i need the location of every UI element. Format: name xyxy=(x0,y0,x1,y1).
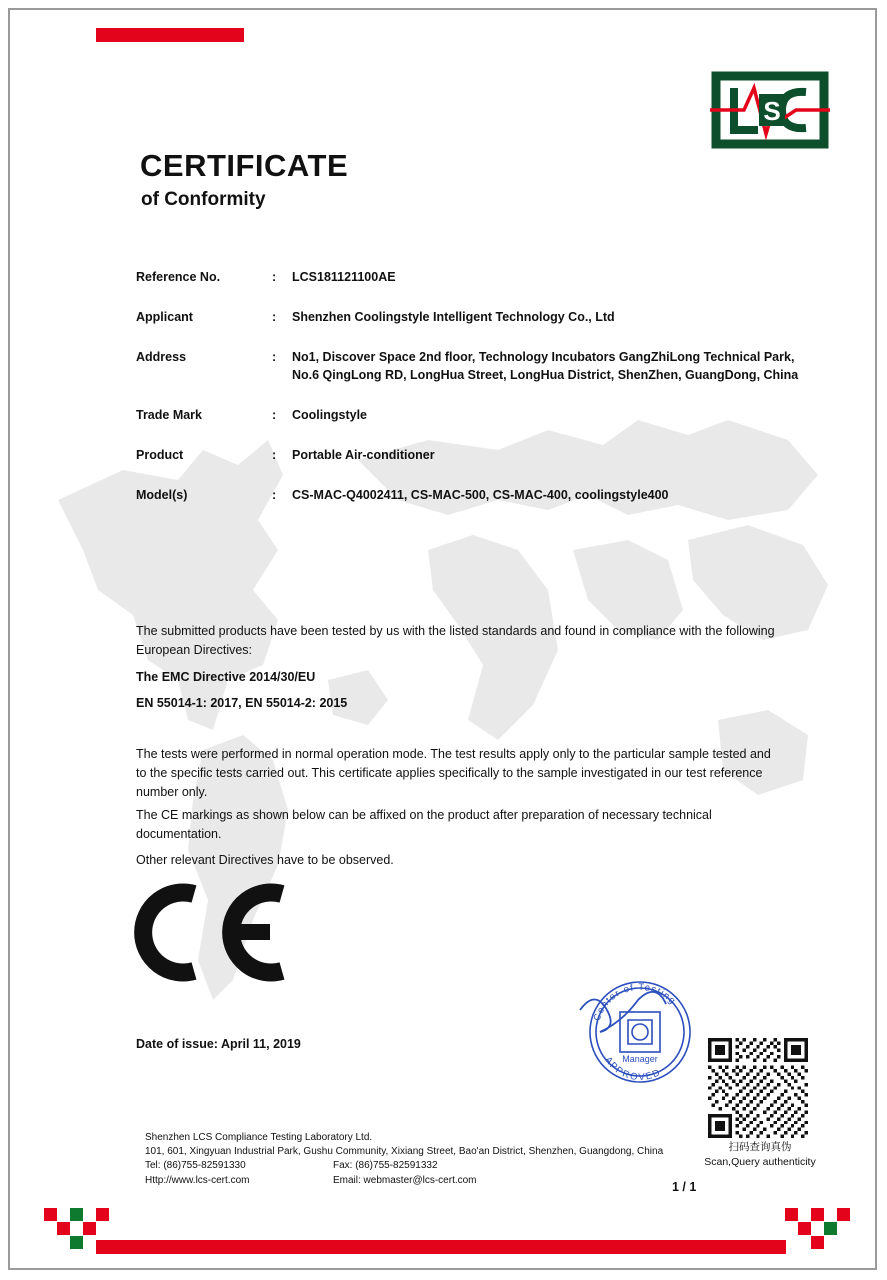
field-row-reference-no xyxy=(136,268,816,287)
field-value: Shenzhen Coolingstyle Intelligent Technology Co., Ltd xyxy=(292,309,615,324)
field-value: Coolingstyle xyxy=(292,408,368,422)
footer-fax: Fax: (86)755-82591332 xyxy=(333,1160,438,1172)
directive-line: The EMC Directive 2014/30/EU xyxy=(136,670,316,684)
decor-square xyxy=(70,1236,83,1249)
ce-mark-icon xyxy=(132,880,292,985)
field-value: No1, Discover Space 2nd floor, Technology Incubators GangZhiLong Technical Park, No.6 QingLong RD, LongHua Street, LongHua District, ShenZhen, GuangDong, China xyxy=(292,349,799,383)
bottom-red-bar xyxy=(96,1240,786,1254)
footer-contact-right xyxy=(333,1159,477,1187)
field-label: Reference No. xyxy=(136,270,221,284)
other-directives-paragraph: Other relevant Directives have to be observed. xyxy=(136,853,394,867)
field-colon: : xyxy=(272,270,277,284)
field-row-applicant xyxy=(136,308,816,327)
approval-stamp xyxy=(560,970,720,1090)
field-label: Model(s) xyxy=(136,487,188,502)
footer-website[interactable]: Http://www.lcs-cert.com xyxy=(145,1174,250,1186)
stamp-outer-bottom-text: APPROVED xyxy=(602,1054,664,1084)
field-value: LCS181121100AE xyxy=(292,270,396,284)
logo-text: S xyxy=(763,96,781,126)
field-label: Address xyxy=(136,349,187,364)
field-colon: : xyxy=(272,349,277,364)
page-number: 1 / 1 xyxy=(672,1180,697,1194)
field-colon: : xyxy=(272,408,277,422)
page-subtitle: of Conformity xyxy=(141,189,266,210)
field-row-product xyxy=(136,446,816,465)
footer-tel: Tel: (86)755-82591330 xyxy=(145,1160,246,1172)
field-row-models xyxy=(136,486,816,505)
qr-caption-en: Scan,Query authenticity xyxy=(704,1156,816,1169)
qr-caption xyxy=(680,1140,840,1170)
decor-square xyxy=(798,1222,811,1235)
decor-square xyxy=(837,1208,850,1221)
field-colon: : xyxy=(272,487,277,502)
marking-paragraph: The CE markings as shown below can be affixed on the product after preparation of necessary technical documentation. xyxy=(136,808,712,841)
decor-square xyxy=(824,1222,837,1235)
intro-paragraph: The submitted products have been tested by us with the listed standards and found in compliance with the following European Directives: xyxy=(136,624,775,657)
page-title: CERTIFICATE xyxy=(140,148,349,183)
decor-square xyxy=(96,1208,109,1221)
certificate-fields xyxy=(136,268,816,525)
footer xyxy=(145,1131,665,1188)
footer-company: Shenzhen LCS Compliance Testing Laboratory Ltd. xyxy=(145,1132,373,1143)
footer-contact xyxy=(145,1159,665,1187)
decor-square xyxy=(57,1222,70,1235)
field-value: Portable Air-conditioner xyxy=(292,447,435,462)
footer-contact-left xyxy=(145,1159,295,1187)
field-colon: : xyxy=(272,447,277,462)
field-value: CS-MAC-Q4002411, CS-MAC-500, CS-MAC-400, coolingstyle400 xyxy=(292,487,669,502)
decor-square xyxy=(811,1236,824,1249)
decor-square xyxy=(44,1208,57,1221)
field-colon: : xyxy=(272,309,277,324)
date-of-issue: Date of issue: April 11, 2019 xyxy=(136,1037,301,1051)
lcs-logo-icon xyxy=(710,70,830,150)
footer-address: 101, 601, Xingyuan Industrial Park, Gushu Community, Xixiang Street, Bao'an District, Shenzhen, Guangdong, China xyxy=(145,1146,664,1158)
stamp-outer-top-text: Center of Testing xyxy=(591,981,679,1023)
field-label: Product xyxy=(136,447,184,462)
decor-square xyxy=(70,1208,83,1221)
qr-code[interactable] xyxy=(708,1038,808,1138)
stamp-inner-text: Manager xyxy=(622,1054,658,1064)
field-label: Trade Mark xyxy=(136,408,203,422)
decor-square xyxy=(811,1208,824,1221)
decor-square xyxy=(785,1208,798,1221)
standards-line: EN 55014-1: 2017, EN 55014-2: 2015 xyxy=(136,696,348,710)
field-row-address xyxy=(136,348,816,386)
field-label: Applicant xyxy=(136,309,193,324)
field-row-trade-mark xyxy=(136,406,816,425)
top-red-bar xyxy=(96,28,244,42)
footer-email[interactable]: Email: webmaster@lcs-cert.com xyxy=(333,1174,477,1186)
decor-square xyxy=(83,1222,96,1235)
qr-caption-cn: 扫码查询真伪 xyxy=(728,1141,792,1153)
tests-paragraph: The tests were performed in normal operation mode. The test results apply only to the particular sample tested and to the specific tests carried out. This certificate applies specifically to the sample investigated in our test reference number only. xyxy=(136,747,771,799)
